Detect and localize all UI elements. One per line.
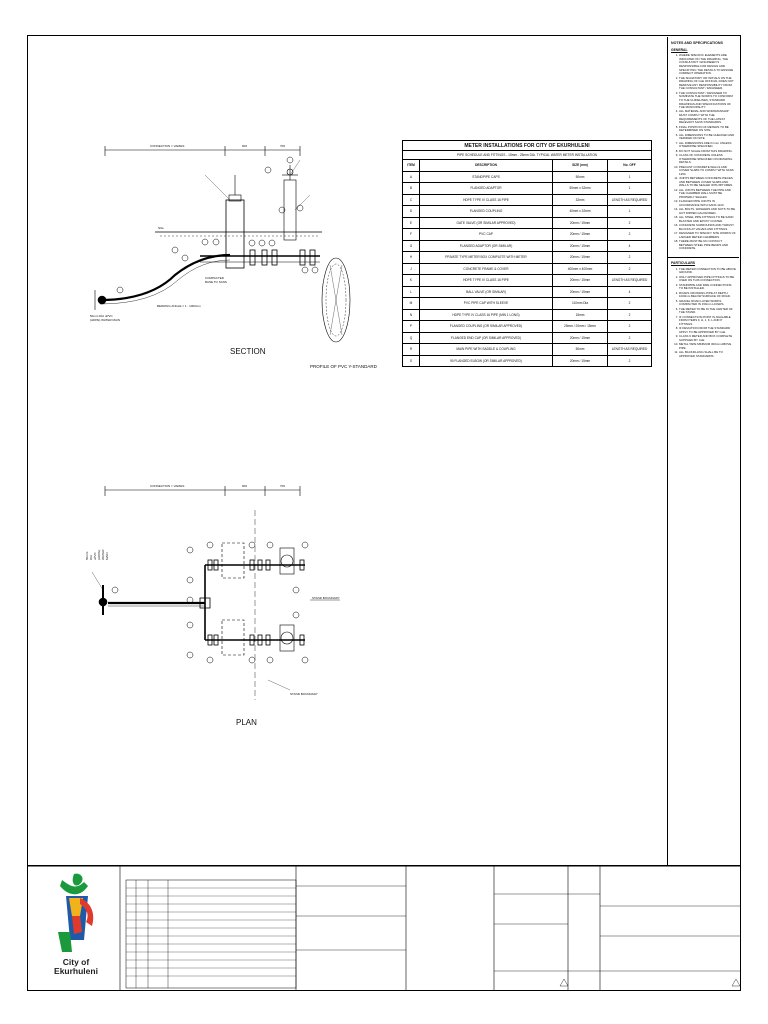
table-cell-no-off: 2 — [608, 252, 652, 264]
table-cell-item: R — [403, 344, 420, 356]
table-cell-no-off: LENGTH AS REQUIRED — [608, 275, 652, 287]
table-cell-no-off: 4 — [608, 240, 652, 252]
table-row — [403, 344, 652, 356]
table-cell-item: A — [403, 171, 420, 183]
plan-note-water-main: 50mm DIA uPVC (HDPE) WATER MAIN — [85, 549, 109, 560]
table-cell-item: L — [403, 286, 420, 298]
table-body — [403, 171, 652, 367]
note-item: 8. IF DEVIATION FROM THE STANDARD APPLY TO BE APPROVED BY CoE. — [679, 327, 736, 334]
table-cell-no-off: 2 — [608, 229, 652, 241]
note-item: 11. JOINTS BETWEEN CONCRETE PIECES AND BETWEEN COVER SLABS AND WALLS TO BE SEALED WITH BITUMEN. — [679, 177, 736, 188]
note-item: 8. DO NOT SCALE FROM THIS DRAWING. — [679, 150, 736, 154]
table-row — [403, 275, 652, 287]
table-row — [403, 298, 652, 310]
table-cell-item: G — [403, 240, 420, 252]
table-cell-description: CONCRETE FRAME & COVER — [420, 263, 553, 275]
table-row — [403, 332, 652, 344]
table-header-no-off: No. OFF — [608, 160, 652, 172]
plan-note-stand-boundary: STAND BOUNDARY — [312, 596, 340, 600]
table-cell-no-off: 2 — [608, 217, 652, 229]
general-notes-list — [671, 54, 736, 251]
table-cell-size: 50mm — [553, 344, 608, 356]
table-cell-item: M — [403, 298, 420, 310]
section-note-bedding: BEDDING ANGLE = 1 : 1000mm — [157, 304, 201, 308]
table-row — [403, 355, 652, 367]
table-cell-item: K — [403, 275, 420, 287]
table-cell-size: 20mm / 15mm — [553, 332, 608, 344]
table-cell-description: GATE VALVE (OR SIMILAR APPROVED) — [420, 217, 553, 229]
table-row — [403, 217, 652, 229]
particulars-heading: PARTICULARS — [671, 261, 696, 266]
table-cell-description: HDPE TYPE IV CLASS 16 PIPE — [420, 194, 553, 206]
section-note-ngl: NGL — [158, 226, 165, 230]
note-item: 4. ALL MATERIAL AND WORKMANSHIP MUST COMPLY WITH THE REQUIREMENTS OF THE LATEST RELEVANT SANS STANDARDS. — [679, 110, 736, 124]
note-item: 16. CONCRETE SURROUNDS AND THRUST BLOCKS AT VALVES AND FITTINGS. — [679, 224, 736, 231]
table-cell-size: 20mm / 15mm — [553, 355, 608, 367]
table-cell-item: D — [403, 206, 420, 218]
general-heading: GENERAL — [671, 47, 688, 52]
table-cell-no-off: 1 — [608, 206, 652, 218]
plan-dim-700: 700 — [280, 484, 286, 488]
table-cell-size: 15mm — [553, 309, 608, 321]
table-cell-no-off: 4 — [608, 286, 652, 298]
table-row — [403, 321, 652, 333]
table-cell-size: 400mm x 400mm — [553, 263, 608, 275]
section-dim-connection: CONNECTION = VARIES — [150, 144, 185, 148]
note-item: 4. ROADS CROSSING PIPE AT DEPTH 1000mm BELOW SURFACE OF ROAD. — [679, 292, 736, 299]
table-cell-description: FLANGED ADAPTOR (OR SIMILAR) — [420, 240, 553, 252]
table-cell-no-off: LENGTH AS REQUIRED — [608, 194, 652, 206]
note-item: 6. ALL DIMENSIONS TO BE CHECKED AND VERIFIED ON SITE. — [679, 134, 736, 141]
note-item: 18. THERE MUST BE NO CONTACT BETWEEN STEEL PIPE BENDS AND CONCRETE. — [679, 240, 736, 251]
section-note-water-main: 50mm DIA uPVC (HDPE) WATER MAIN — [90, 314, 120, 322]
note-item: 1. THE METER CONNECTION TO BE ABOVE GROUND. — [679, 268, 736, 275]
table-cell-item: C — [403, 194, 420, 206]
table-row — [403, 229, 652, 241]
table-cell-description: PVC CAP — [420, 229, 553, 241]
table-cell-size: 50mm — [553, 171, 608, 183]
table-header-item: ITEM — [403, 160, 420, 172]
section-dim-600: 600 — [242, 144, 248, 148]
table-cell-description: STANDPIPE CAPS — [420, 171, 553, 183]
plan-dim-600: 600 — [242, 484, 248, 488]
table-cell-description: FLANGED ADAPTOR — [420, 183, 553, 195]
table-row — [403, 252, 652, 264]
table-row — [403, 206, 652, 218]
table-row — [403, 240, 652, 252]
table-cell-description: HDPE TYPE IV CLASS 16 PIPE — [420, 275, 553, 287]
table-cell-item: J — [403, 263, 420, 275]
table-header-size: SIZE (mm) — [553, 160, 608, 172]
table-cell-size: 20mm / 15mm — [553, 217, 608, 229]
note-item: 1. WHERE SPECIFIC ELEMENTS ARE INDICATED ON THE DRAWING, THE CONSULTANT / ENGINEER IS RESPONSIBLE FOR DESIGN AND SPECIFYING THE DETAILS TO ENSURE CORRECT OPERATION. — [679, 54, 736, 76]
table-cell-item: Q — [403, 332, 420, 344]
plan-note-stand-boundary-2: STAND BOUNDARY — [290, 692, 318, 696]
table-cell-description: HDPE TYPE IV CLASS 16 PIPE (MIN 1 LONG) — [420, 309, 553, 321]
notes-column — [667, 37, 739, 865]
logo-text — [46, 958, 106, 976]
note-item: 3. THE CONSULTANT / DESIGNER TO NOMINATE THE WORKS TO CONFORM TO THE GUIDELINES, STANDARD DRAWINGS AND SPECIFICATIONS OF THE MUNICIPALITY. — [679, 92, 736, 110]
logo-text-line1: City of — [62, 957, 90, 967]
table-cell-item: S — [403, 355, 420, 367]
plan-dim-connection: CONNECTION = VARIES — [150, 484, 185, 488]
table-subtitle: PIPE SCHEDULE AND FITTINGS - 15mm - 25mm DIA. TYPICAL WATER METER INSTALLATION — [403, 151, 652, 160]
table-cell-item: P — [403, 321, 420, 333]
note-item: 15. ALL STEEL PIPE FITTINGS TO BE SAND BLASTED AND EPOXY COATED. — [679, 216, 736, 223]
note-item: 17. DESIGNER TO SPECIFY SITE WORKS OF LARGER METER CHAMBERS. — [679, 232, 736, 239]
table-cell-size: 32mm — [553, 194, 608, 206]
table-cell-description: FLANGED END CAP (OR SIMILAR APPROVED) — [420, 332, 553, 344]
table-cell-no-off: 2 — [608, 298, 652, 310]
table-cell-no-off: 2 — [608, 321, 652, 333]
table-cell-no-off: 1 — [608, 183, 652, 195]
note-item: 3. STANDPIPE AND FIRE CONNECTIONS TO BE INSTALLED. — [679, 284, 736, 291]
note-item: 10. METAL TAPE MINIMUM 300mm ABOVE PIPE. — [679, 343, 736, 350]
table-cell-size: 20mm / 15mm — [553, 252, 608, 264]
table-cell-item: F — [403, 229, 420, 241]
table-cell-size: 20mm / 15mm — [553, 240, 608, 252]
table-row — [403, 183, 652, 195]
table-cell-description: BALL VALVE (OR SIMILAR) — [420, 286, 553, 298]
note-item: 9. CLASS 9 METER AND BOX COMPLETE SUPPLIED BY CoE. — [679, 335, 736, 342]
table-cell-description: MAIN PIPE WITH SADDLE & COUPLING — [420, 344, 553, 356]
table-cell-size: 25mm / 20mm / 15mm — [553, 321, 608, 333]
table-cell-item: N — [403, 309, 420, 321]
note-item: 6. THE METER TO BE IN THE CENTER OF THE STAND. — [679, 308, 736, 315]
pipe-schedule-table — [402, 140, 652, 367]
notes-divider — [668, 257, 739, 258]
note-item: 2. ONLY APPROVED PIPE FITTINGS TO BE USED ON THIS CONNECTION. — [679, 276, 736, 283]
notes-title: NOTES AND SPECIFICATIONS — [671, 41, 723, 45]
table-cell-no-off: 2 — [608, 309, 652, 321]
table-cell-size: 20mm / 15mm — [553, 275, 608, 287]
note-item: 2. THE SIGNATORY OR INITIALS ON THE DRAWING OF CoE OFFICIAL DOES NOT REMOVE ANY RESPONSIBILITY FROM THE CONSULTANT / ENGINEER. — [679, 77, 736, 91]
table-cell-item: B — [403, 183, 420, 195]
plan-label: PLAN — [236, 718, 257, 727]
table-row — [403, 286, 652, 298]
table-cell-description: 90 FLANGED ELBOW (OR SIMILAR APPROVED) — [420, 355, 553, 367]
note-item: 12. ALL JOINTS BETWEEN THE PIPE AND THE CHAMBER WALL MUST BE PROPERLY SEALED. — [679, 189, 736, 200]
table-cell-no-off: 2 — [608, 355, 652, 367]
table-header-description: DESCRIPTION — [420, 160, 553, 172]
table-cell-description: PVC PIPE CAP WITH SLEEVE — [420, 298, 553, 310]
profile-label: PROFILE OF PVC Y-STANDARD — [310, 364, 377, 369]
note-item: 11. ALL BACKFILLING SHALL BE TO APPROVED STANDARDS. — [679, 351, 736, 358]
logo-text-line2: Ekurhuleni — [54, 966, 98, 976]
section-dim-700: 700 — [280, 144, 286, 148]
table-cell-size: 50mm x 32mm — [553, 183, 608, 195]
particulars-list — [671, 268, 736, 359]
note-item: 14. ALL BOLTS, WASHERS AND NUTS TO BE HOT DIPPED GALVANISED. — [679, 208, 736, 215]
table-row — [403, 171, 652, 183]
note-item: 10. PRECAST CONCRETE WALLS AND COVER SLABS TO COMPLY WITH SANS 1294. — [679, 166, 736, 177]
table-cell-item: H — [403, 252, 420, 264]
table-row — [403, 309, 652, 321]
table-cell-description: FLANGED COUPLING — [420, 206, 553, 218]
table-cell-description: FLANGED COUPLING (OR SIMILAR APPROVED) — [420, 321, 553, 333]
table-title: METER INSTALLATIONS FOR CITY OF EKURHULENI — [403, 141, 652, 151]
table-cell-size: 40mm x 32mm — [553, 206, 608, 218]
table-cell-size: 110mm Dia — [553, 298, 608, 310]
table-cell-size: 20mm / 15mm — [553, 286, 608, 298]
table-cell-no-off: LENGTH AS REQUIRED — [608, 344, 652, 356]
title-block — [28, 865, 740, 991]
table-cell-item: E — [403, 217, 420, 229]
table-row — [403, 194, 652, 206]
note-item: 7. ALL DIMENSIONS ARE IN mm UNLESS OTHERWISE SPECIFIED. — [679, 142, 736, 149]
table-cell-no-off: 1 — [608, 171, 652, 183]
table-cell-no-off: 2 — [608, 332, 652, 344]
table-cell-no-off: 2 — [608, 263, 652, 275]
table-cell-size: 20mm / 15mm — [553, 229, 608, 241]
table-row — [403, 263, 652, 275]
note-item: 9. CLASS OF CONCRETE UNLESS OTHERWISE SPECIFIED ON DRAWING DETAILS. — [679, 154, 736, 165]
note-item: 5. GRAVEL ROAD LAYER WORKS COMPACTED IN 150mm LAYERS. — [679, 300, 736, 307]
section-label: SECTION — [230, 347, 266, 356]
note-item: 5. FINAL POSITION OF METERS TO BE DETERMINED ON SITE. — [679, 126, 736, 133]
section-note-compacted: COMPACTED BASE TO SANS — [205, 276, 227, 284]
note-item: 13. FLANGED PIPE JOINTS IN ACCORDANCE WITH SANS 1123. — [679, 200, 736, 207]
table-cell-description: PRIVATE TYPE METER BOX COMPLETE WITH METER — [420, 252, 553, 264]
note-item: 7. IF CONNECTION POINT IS AVAILABLE FROM ITEMS F, H, J, K, L AND P FITTINGS. — [679, 316, 736, 327]
